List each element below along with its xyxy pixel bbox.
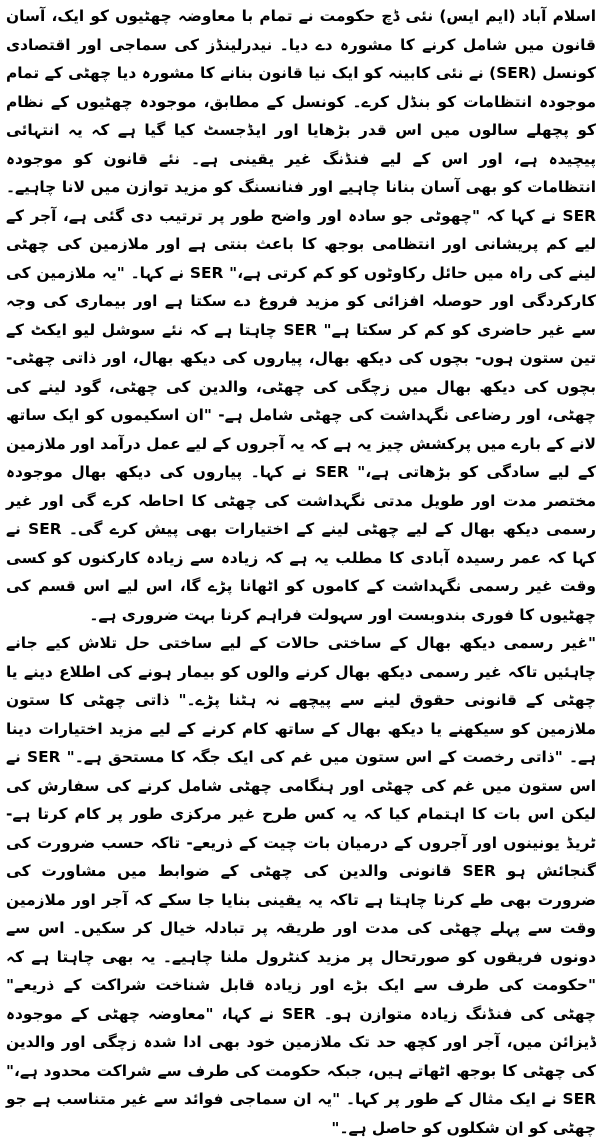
- article-paragraph-2: "غیر رسمی دیکھ بھال کے ساختی حالات کے لیے ساختی حل تلاش کیے جانے چاہئیں تاکہ غیر رسمی دیکھ بھال کرنے والوں کو بیمار ہونے کی اطلاع دینے یا چھٹی کے قانونی حقوق لینے سے پیچھے نہ ہٹنا پڑے۔" ذاتی چھٹی کا ستون ملازمین کو سیکھنے یا دیکھ بھال کے ساتھ کام کرنے کے لیے مزید اختیارات دینا ہے۔ "ذاتی رخصت کے اس ستون میں غم کی ایک جگہ کا مستحق ہے۔" SER نے اس ستون میں غم کی چھٹی اور ہنگامی چھٹی شامل کرنے کی سفارش کی لیکن اس بات کا اہتمام کیا کہ یہ کس طرح غیر مرکزی طور پر کام کرتا ہے- ٹریڈ یونینوں اور آجروں کے درمیان بات چیت کے ذریعے- تاکہ حسب ضرورت کی گنجائش ہو SER قانونی والدین کی چھٹی کے ضوابط میں مشاورت کی ضرورت بھی طے کرنا چاہتا ہے تاکہ یہ یقینی بنایا جا سکے کہ آجر اور ملازمین وقت سے پہلے چھٹی کی مدت اور طریقہ پر تبادلہ خیال کر سکیں۔ اس سے دونوں فریقوں کو صورتحال پر مزید کنٹرول ملنا چاہیے۔ یہ بھی چاہتا ہے کہ "حکومت کی طرف سے ایک بڑے اور زیادہ قابل شناخت شراکت کے ذریعے" چھٹی کی فنڈنگ زیادہ متوازن ہو۔ SER نے کہا، "معاوضہ چھٹی کے موجودہ ڈیزائن میں، آجر اور کچھ حد تک ملازمین خود بھی ادا شدہ زچگی اور والدین کی چھٹی کا بوجھ اٹھاتے ہیں، جبکہ حکومت کی طرف سے شراکت محدود ہے،" SER نے ایک مثال کے طور پر کہا۔ "یہ ان سماجی فوائد سے غیر متناسب ہے جو چھٹی کو ان شکلوں کو حاصل ہے۔": [6, 634, 596, 1137]
- article-body: [6, 2, 596, 1142]
- article-paragraph-1: اسلام آباد (ایم ایس) نئی ڈچ حکومت نے تمام با معاوضہ چھٹیوں کو ایک، آسان قانون میں شامل کرنے کا مشورہ دے دیا۔ نیدرلینڈز کی سماجی اور اقتصادی کونسل (SER) نے نئی کابینہ کو ایک نیا قانون بنانے کا مشورہ دیا چھٹی کے تمام موجودہ انتظامات کو بنڈل کرے۔ کونسل کے مطابق، موجودہ چھٹیوں کے نظام کو پچھلے سالوں میں اس قدر بڑھایا اور ایڈجسٹ کیا گیا ہے کہ یہ انتہائی پیچیدہ ہے، اور اس کے لیے فنڈنگ غیر یقینی ہے۔ نئے قانون کو موجودہ انتظامات کو بھی آسان بنانا چاہیے اور فنانسنگ کو مزید توازن میں لانا چاہیے۔ SER نے کہا کہ "چھوٹی جو سادہ اور واضح طور پر ترتیب دی گئی ہے، آجر کے لیے کم پریشانی اور انتظامی بوجھ کا باعث بنتی ہے اور ملازمین کی چھٹی لینے کی راہ میں حائل رکاوٹوں کو کم کرتی ہے،" SER نے کہا۔ "یہ ملازمین کی کارکردگی اور حوصلہ افزائی کو مزید فروغ دے سکتا ہے اور بیماری کی وجہ سے غیر حاضری کو کم کر سکتا ہے" SER چاہتا ہے کہ نئے سوشل لیو ایکٹ کے تین ستون ہوں- بچوں کی دیکھ بھال، پیاروں کی دیکھ بھال، اور ذاتی چھٹی- بچوں کی دیکھ بھال میں زچگی کی چھٹی، والدین کی چھٹی، گود لینے کی چھٹی، اور رضاعی نگہداشت کی چھٹی شامل ہے- "ان اسکیموں کو ایک ساتھ لانے کے بارے میں پرکشش چیز یہ ہے کہ یہ آجروں کے لیے عمل درآمد اور ملازمین کے لیے سادگی کو بڑھاتی ہے،" SER نے کہا۔ پیاروں کی دیکھ بھال موجودہ مختصر مدت اور طویل مدتی نگہداشت کی چھٹی کا احاطہ کرے گی اور غیر رسمی دیکھ بھال کے لیے چھٹی لینے کے اختیارات بھی پیش کرے گی۔ SER نے کہا کہ عمر رسیدہ آبادی کا مطلب یہ ہے کہ زیادہ سے زیادہ کارکنوں کو کسی وقت غیر رسمی نگہداشت کے کاموں کو اٹھانا پڑے گا، اس لیے اس قسم کی چھٹیوں کا فوری بندوبست اور سہولت فراہم کرنا بہت ضروری ہے۔: [6, 7, 597, 624]
